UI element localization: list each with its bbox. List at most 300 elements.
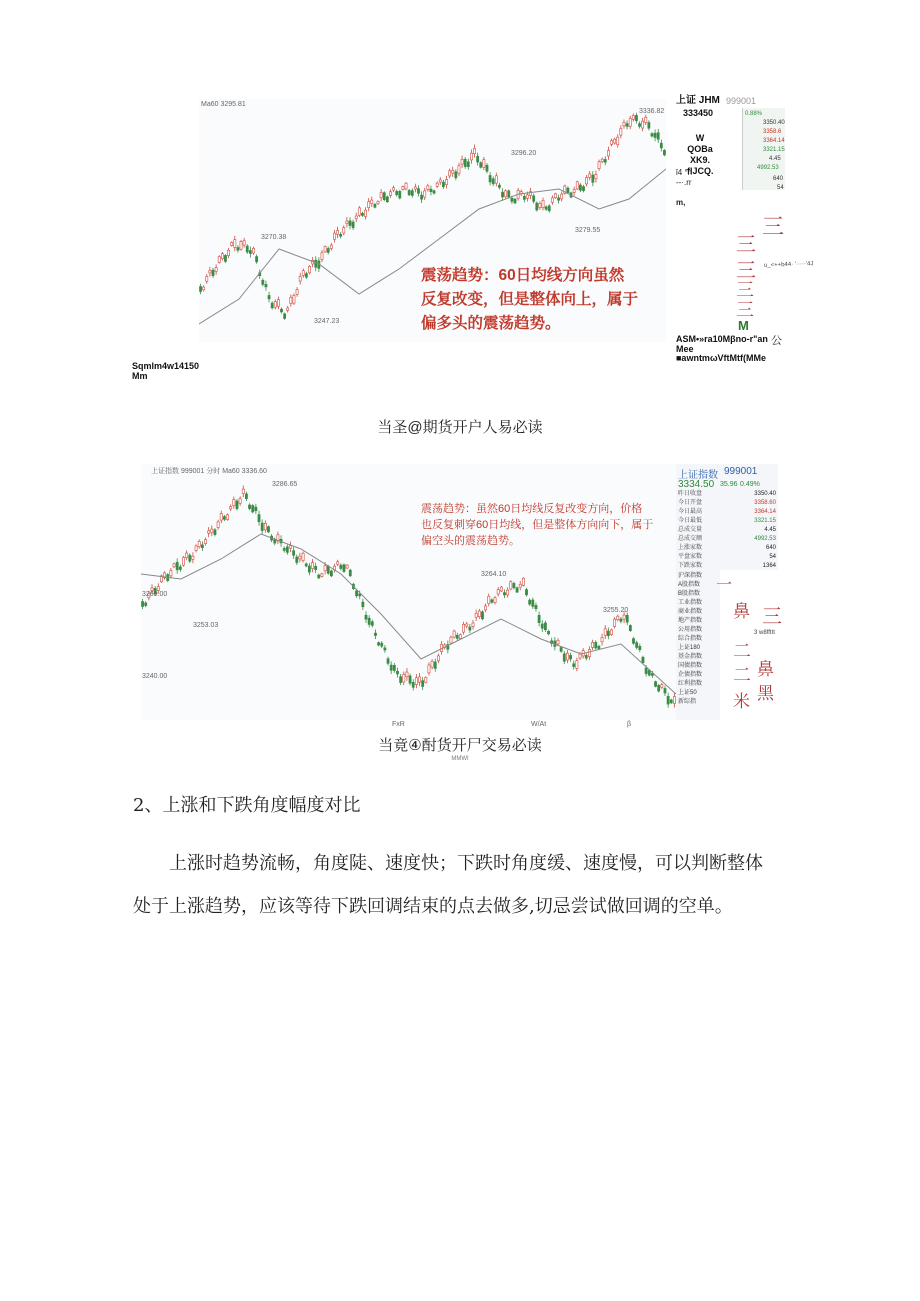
- chart2-quote-rows: [678, 490, 778, 571]
- chart1-image: [199, 99, 666, 342]
- chart2-glyph: 三: [762, 604, 782, 628]
- candle-body: [274, 302, 276, 308]
- candle-body: [368, 202, 370, 208]
- candle-body: [302, 553, 304, 560]
- candle-body: [529, 600, 531, 604]
- candle-body: [459, 635, 461, 639]
- candle-body: [145, 603, 147, 606]
- chart1-label-d: 3279.55: [575, 227, 601, 234]
- chart1-quote-value: 54: [777, 185, 784, 191]
- candle-body: [223, 517, 225, 520]
- candle-body: [427, 186, 429, 190]
- candle-body: [645, 668, 647, 674]
- chart2-image: [141, 464, 676, 720]
- chart1-caption: 当圣@期货开户人易必读: [377, 419, 543, 436]
- quote-row-label: 下跌家数: [678, 563, 703, 569]
- candle-body: [195, 546, 197, 551]
- candle-body: [387, 659, 389, 664]
- candle-body: [421, 195, 423, 199]
- candle-body: [271, 303, 273, 308]
- candle-body: [424, 191, 426, 197]
- chart2-annotation-line: 震荡趋势：虽然60日均线反复改变方向，价格: [421, 503, 643, 515]
- candle-body: [592, 175, 594, 182]
- candle-body: [547, 631, 549, 634]
- candle-body: [234, 240, 236, 248]
- chart1-glyph: M: [738, 318, 749, 333]
- index-list-item[interactable]: 工业指数: [678, 600, 703, 606]
- candle-body: [617, 137, 619, 145]
- section-heading: 2、上涨和下跌角度幅度对比: [133, 795, 361, 816]
- chart2-side-title: 上证指数: [678, 470, 718, 481]
- candle-body: [349, 570, 351, 576]
- index-list-item[interactable]: 基金指数: [678, 654, 703, 660]
- candle-body: [511, 198, 513, 201]
- candle-body: [392, 188, 394, 190]
- candle-body: [472, 623, 474, 626]
- candle-body: [436, 183, 438, 186]
- candle-body: [589, 174, 591, 177]
- candle-body: [221, 254, 223, 259]
- quote-row: [678, 490, 778, 499]
- chart2-side-price: 3334.50: [678, 479, 715, 490]
- candle-body: [290, 297, 292, 303]
- candle-body: [417, 189, 419, 194]
- candle-body: [208, 531, 210, 533]
- chart1-topbar: Ma60 3295.81: [201, 101, 246, 108]
- chart2-glyph: 一: [716, 575, 733, 594]
- chart2-subcaption: MMWI: [451, 756, 469, 762]
- candle-body: [237, 248, 239, 251]
- candle-body: [308, 566, 310, 572]
- index-list-item[interactable]: A股指数: [678, 582, 701, 588]
- candle-body: [414, 187, 416, 189]
- candle-body: [231, 242, 233, 245]
- chart2-annotation-line: 也反复刺穿60日均线，但是整体方向向下，属于: [421, 519, 654, 531]
- candle-body: [554, 194, 556, 198]
- quote-row-label: 上涨家数: [678, 545, 703, 551]
- candle-body: [299, 276, 301, 281]
- chart2-annotation: [421, 501, 653, 549]
- candle-body: [516, 588, 518, 592]
- candle-body: [402, 187, 404, 190]
- quote-row: [678, 553, 778, 562]
- chart1-glyph: 三: [736, 258, 756, 282]
- chart1-side-noise: u_<++b44· '·····'4J: [763, 261, 814, 269]
- candle-body: [186, 553, 188, 558]
- chart1-label-e: 3336.82: [639, 108, 665, 115]
- candle-body: [286, 547, 288, 553]
- candle-body: [623, 615, 625, 619]
- candle-body: [336, 231, 338, 235]
- chart1-glyph: 三: [736, 280, 754, 301]
- chart1-annotation-line: 震荡趋势：60日均线方向虽然: [421, 267, 625, 284]
- chart1-side-title: 上证 JHM: [676, 95, 720, 106]
- candle-body: [657, 133, 659, 140]
- index-list-item[interactable]: 上证50: [678, 690, 697, 696]
- candle-body: [396, 671, 398, 674]
- chart1-label-c: 3296.20: [511, 150, 537, 157]
- chart1-side-small2: --·.rr: [676, 178, 692, 187]
- candle-body: [651, 134, 653, 137]
- candle-body: [346, 221, 348, 224]
- candle-body: [545, 207, 547, 210]
- candle-body: [595, 642, 597, 648]
- candle-body: [189, 555, 191, 561]
- candle-body: [629, 119, 631, 127]
- candle-body: [477, 156, 479, 162]
- index-list-item[interactable]: 上证180: [678, 645, 701, 651]
- candle-body: [567, 188, 569, 192]
- candle-body: [523, 196, 525, 199]
- candle-body: [503, 593, 505, 595]
- candle-body: [236, 501, 238, 509]
- candle-body: [358, 208, 360, 215]
- candle-body: [582, 187, 584, 191]
- candle-body: [296, 290, 298, 295]
- candle-body: [588, 650, 590, 657]
- candle-body: [648, 123, 650, 129]
- index-list-item[interactable]: 红利指数: [678, 681, 703, 687]
- candle-body: [224, 255, 226, 261]
- moving-average-line: [141, 534, 676, 694]
- candle-body: [526, 195, 528, 198]
- candle-body: [598, 646, 600, 649]
- candle-body: [462, 624, 464, 632]
- chart2-annotation-line: 偏空头的震荡趋势。: [421, 535, 520, 547]
- candle-body: [243, 241, 245, 246]
- candle-body: [365, 615, 367, 619]
- candle-body: [157, 587, 159, 591]
- candle-body: [396, 191, 398, 194]
- candle-body: [321, 574, 323, 576]
- candle-body: [327, 248, 329, 252]
- chart2-ytick: 3260.00: [142, 591, 168, 598]
- candle-body: [638, 124, 640, 127]
- chart2-side-chg: 35.96: [720, 481, 738, 488]
- candle-body: [287, 308, 289, 310]
- candle-body: [480, 163, 482, 168]
- quote-row-value: 54: [769, 554, 776, 560]
- candle-body: [330, 245, 332, 248]
- candle-body: [355, 591, 357, 596]
- quote-row-value: 4.45: [764, 527, 776, 533]
- candle-body: [198, 541, 200, 546]
- quote-row-value: 640: [765, 545, 776, 551]
- candle-body: [412, 682, 414, 687]
- candle-body: [361, 213, 363, 215]
- candle-body: [252, 248, 254, 253]
- candle-body: [293, 551, 295, 556]
- candle-body: [211, 529, 213, 532]
- candle-body: [203, 287, 205, 290]
- candle-body: [242, 489, 244, 494]
- candle-body: [293, 295, 295, 303]
- candle-body: [220, 514, 222, 521]
- index-list-item[interactable]: 公用指数: [678, 627, 703, 633]
- chart1-left-note2: Mm: [132, 371, 148, 381]
- candle-body: [371, 622, 373, 626]
- candle-body: [626, 615, 628, 622]
- candle-body: [405, 183, 407, 189]
- candle-body: [626, 124, 628, 127]
- candle-body: [240, 241, 242, 249]
- candle-body: [458, 166, 460, 173]
- candle-body: [629, 625, 631, 630]
- candle-body: [610, 630, 612, 635]
- candle-body: [576, 182, 578, 189]
- candle-body: [620, 128, 622, 135]
- candle-body: [252, 505, 254, 511]
- chart2-xtick: FxR: [392, 721, 405, 728]
- candle-body: [510, 582, 512, 589]
- chart2-topbar: 上证指数 999001 分时 Ma60 3336.60: [151, 468, 267, 475]
- quote-row: [678, 544, 778, 553]
- candle-body: [265, 284, 267, 286]
- candle-body: [491, 600, 493, 603]
- chart2-glyph: 二: [733, 665, 751, 686]
- candle-body: [636, 643, 638, 648]
- index-list-item[interactable]: 企债指数: [678, 672, 703, 678]
- candle-body: [299, 556, 301, 559]
- candle-body: [486, 165, 488, 171]
- candle-body: [289, 546, 291, 549]
- candle-body: [390, 665, 392, 670]
- quote-row-label: 今日开盘: [678, 500, 703, 506]
- candle-body: [408, 190, 410, 194]
- candle-body: [255, 507, 257, 511]
- candle-body: [470, 153, 472, 160]
- candle-body: [607, 631, 609, 636]
- chart2-side-code: 999001: [724, 466, 758, 477]
- candle-body: [355, 216, 357, 219]
- candle-body: [544, 623, 546, 630]
- candle-body: [548, 206, 550, 211]
- candle-body: [551, 198, 553, 202]
- candle-body: [411, 191, 413, 196]
- candle-body: [218, 256, 220, 262]
- chart2-xtick: W/At: [531, 721, 547, 728]
- candle-body: [558, 198, 560, 200]
- chart2-note: 3 w8fftIt: [754, 630, 775, 636]
- candle-body: [469, 627, 471, 630]
- candle-body: [601, 638, 603, 642]
- candle-body: [450, 637, 452, 643]
- candle-body: [268, 295, 270, 298]
- candle-body: [340, 565, 342, 568]
- candle-body: [632, 115, 634, 119]
- candle-body: [466, 624, 468, 626]
- candle-body: [507, 590, 509, 595]
- candle-body: [654, 133, 656, 137]
- chart1-side-bottom1: ASM•»ra10Mβno-r"an: [676, 334, 768, 344]
- candle-body: [535, 605, 537, 608]
- index-list-item[interactable]: B股指数: [678, 591, 701, 597]
- quote-row: [678, 499, 778, 508]
- candle-body: [374, 204, 376, 207]
- index-list-item[interactable]: 国债指数: [678, 663, 703, 669]
- chart2-label-d: 3255.20: [603, 607, 629, 614]
- candle-body: [256, 257, 258, 262]
- candle-body: [514, 199, 516, 203]
- candle-body: [384, 648, 386, 650]
- index-list-item[interactable]: 地产指数: [678, 618, 703, 624]
- chart2-glyph: 黑: [757, 684, 774, 704]
- candle-body: [333, 233, 335, 239]
- candle-body: [262, 280, 264, 284]
- candle-body: [349, 221, 351, 226]
- chart1-side-line: flJCQ.: [687, 166, 714, 176]
- candle-body: [492, 179, 494, 184]
- chart2-caption: 当竟④酎货开尸交易必读: [378, 737, 542, 754]
- candle-body: [635, 115, 637, 120]
- candle-body: [456, 635, 458, 638]
- candle-body: [246, 246, 248, 252]
- candle-body: [352, 222, 354, 228]
- candle-body: [327, 566, 329, 573]
- chart1-glyph: 三: [736, 300, 754, 321]
- candle-body: [206, 277, 208, 282]
- candle-body: [324, 247, 326, 252]
- candle-body: [371, 200, 373, 203]
- quote-row-label: 平盘家数: [678, 554, 703, 560]
- candle-body: [400, 677, 402, 683]
- candle-body: [264, 523, 266, 529]
- candle-body: [261, 523, 263, 531]
- chart1-quote-pct: 0.88%: [745, 111, 763, 117]
- chart1-side-small1: ǐ4 °n: [676, 168, 693, 177]
- candle-body: [170, 571, 172, 576]
- candle-body: [179, 567, 181, 570]
- quote-row-label: 今日最高: [678, 509, 703, 515]
- chart2-label-a: 3286.65: [272, 481, 298, 488]
- candle-body: [308, 266, 310, 272]
- candle-body: [399, 191, 401, 198]
- candle-body: [359, 594, 361, 596]
- candle-body: [343, 565, 345, 572]
- candle-body: [305, 274, 307, 278]
- candle-body: [209, 270, 211, 272]
- candle-body: [586, 178, 588, 184]
- candle-body: [642, 657, 644, 662]
- candle-body: [315, 260, 317, 267]
- candle-body: [214, 530, 216, 535]
- quote-row: [678, 526, 778, 535]
- chart1-side-price: 333450: [683, 108, 714, 118]
- candle-body: [663, 150, 665, 155]
- candle-body: [374, 633, 376, 635]
- candle-body: [227, 250, 229, 255]
- candle-body: [455, 172, 457, 178]
- candle-body: [495, 176, 497, 183]
- candle-body: [478, 611, 480, 617]
- chart1-quote-value: 4.45: [769, 156, 781, 162]
- chart2-ytick: 3240.00: [142, 673, 168, 680]
- candle-body: [614, 139, 616, 143]
- chart2-index-list: [678, 572, 718, 707]
- candle-body: [431, 661, 433, 667]
- candle-body: [296, 557, 298, 563]
- candle-body: [576, 661, 578, 669]
- chart1-side-gong: 公: [771, 335, 782, 347]
- candle-body: [632, 639, 634, 644]
- candle-body: [497, 590, 499, 594]
- candle-body: [542, 200, 544, 207]
- candle-body: [368, 618, 370, 624]
- candle-body: [383, 193, 385, 200]
- candle-body: [437, 656, 439, 661]
- quote-row-label: 总成交量: [678, 527, 703, 533]
- candle-body: [425, 678, 427, 683]
- candle-body: [277, 300, 279, 307]
- candle-body: [141, 602, 143, 607]
- candle-body: [532, 600, 534, 606]
- candle-body: [346, 565, 348, 568]
- candle-body: [217, 522, 219, 528]
- chart1-quote-value: 4992.53: [757, 165, 779, 171]
- candle-body: [660, 143, 662, 148]
- candle-body: [343, 228, 345, 234]
- candle-body: [566, 653, 568, 660]
- candle-body: [461, 159, 463, 164]
- candle-body: [519, 584, 521, 587]
- index-list-item[interactable]: 综合指数: [678, 636, 703, 642]
- candle-body: [274, 540, 276, 543]
- candle-body: [428, 665, 430, 673]
- chart1-label-a: 3270.38: [261, 234, 287, 241]
- chart2-glyph: 二: [733, 641, 751, 662]
- candle-body: [415, 678, 417, 685]
- candle-body: [579, 185, 581, 190]
- candle-body: [418, 677, 420, 682]
- candle-body: [182, 557, 184, 565]
- candle-body: [442, 182, 444, 187]
- candle-body: [318, 575, 320, 578]
- index-list-item[interactable]: 商业指数: [678, 609, 703, 615]
- chart1-side-bottom2: Mee: [676, 344, 694, 354]
- candle-body: [654, 682, 656, 687]
- candle-body: [536, 203, 538, 210]
- candle-body: [595, 175, 597, 179]
- candle-body: [579, 654, 581, 658]
- candle-body: [623, 122, 625, 126]
- candle-body: [488, 596, 490, 603]
- chart1-quote-panel: [742, 108, 785, 190]
- candle-body: [658, 685, 660, 691]
- candle-body: [538, 615, 540, 622]
- candle-body: [508, 191, 510, 197]
- candle-body: [378, 643, 380, 645]
- chart1-quote-value: 3350.40: [763, 120, 785, 126]
- chart1-annotation-line: 反复改变，但是整体向上，属于: [421, 291, 639, 308]
- index-list-item[interactable]: 新综指: [678, 699, 697, 705]
- candle-body: [280, 309, 282, 312]
- chart1-glyph: 三: [736, 232, 756, 256]
- candle-body: [445, 179, 447, 184]
- candle-body: [258, 515, 260, 522]
- candle-body: [604, 159, 606, 162]
- index-list-item[interactable]: 沪深指数: [678, 573, 703, 579]
- candle-body: [340, 234, 342, 236]
- candle-body: [513, 583, 515, 587]
- chart1-side-line: XK9.: [689, 155, 710, 165]
- candle-body: [485, 606, 487, 610]
- chart2-glyph: 米: [733, 692, 750, 712]
- candle-body: [601, 159, 603, 162]
- candle-body: [393, 665, 395, 670]
- candle-body: [321, 253, 323, 259]
- candle-body: [302, 271, 304, 276]
- candle-body: [498, 185, 500, 187]
